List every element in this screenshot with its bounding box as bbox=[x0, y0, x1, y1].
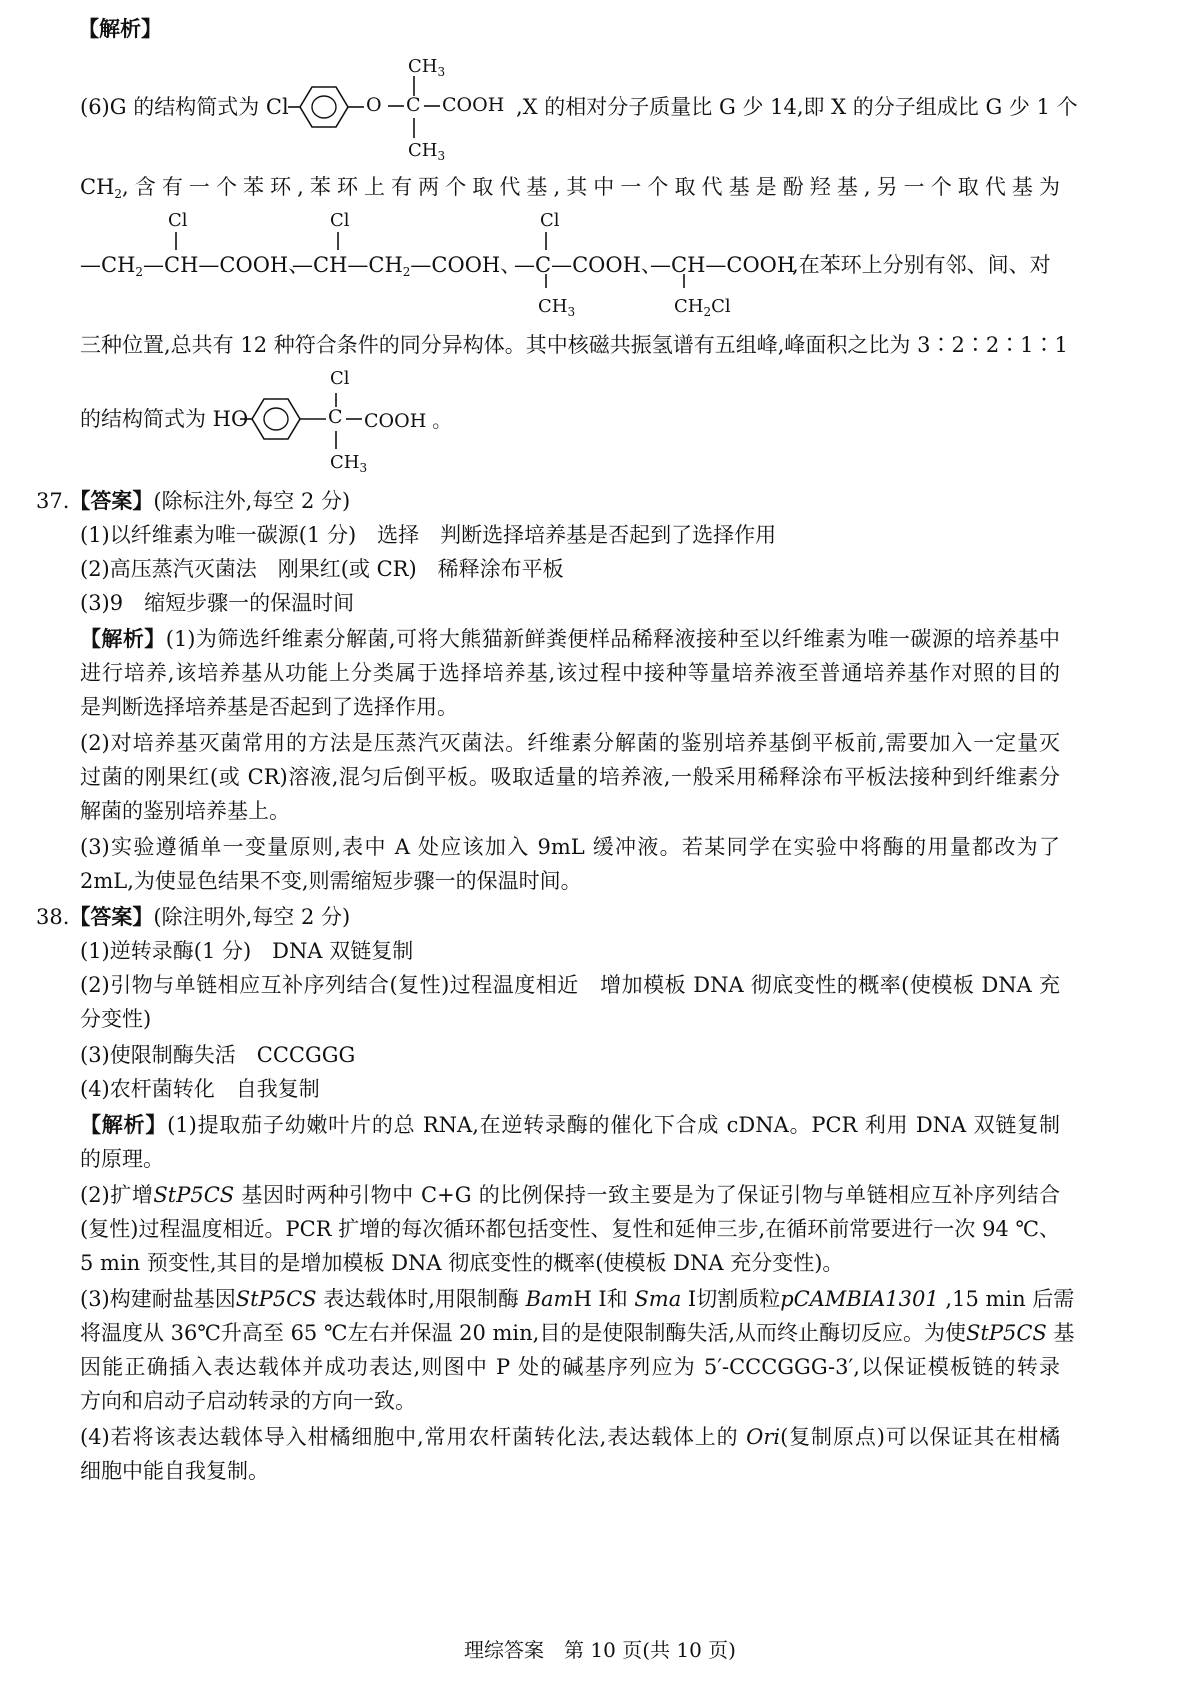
sub-a-cl: Cl bbox=[168, 210, 188, 231]
substituent-b: $—CH—CH_2—COOH$、 bbox=[292, 253, 522, 279]
q37-explanation-1b: 进行培养,该培养基从功能上分类属于选择培养基,该过程中接种等量培养液至普通培养基作对照的目的 bbox=[80, 661, 1060, 685]
q38-answer-2b: 分变性) bbox=[80, 1007, 152, 1031]
q38-explanation-1b: 的原理。 bbox=[80, 1147, 164, 1171]
benzene-ring-final bbox=[240, 393, 390, 473]
q38-explanation-3c: 因能正确插入表达载体并成功表达,则图中 P 处的碱基序列应为 5′-CCCGGG-3′,以保证模板链的转录 bbox=[80, 1355, 1060, 1379]
q38-answer-4: (4)农杆菌转化 自我复制 bbox=[80, 1077, 320, 1101]
q38-explanation-3d: 方向和启动子启动转录的方向一致。 bbox=[80, 1389, 416, 1413]
final-bottom-ch3: $CH_3$ bbox=[330, 452, 368, 475]
q36-line4: 三种位置,总共有 12 种符合条件的同分异构体。其中核磁共振氢谱有五组峰,峰面积之比为 3∶2∶2∶1∶1 bbox=[80, 333, 1068, 357]
q37-explanation-3a: (3)实验遵循单一变量原则,表中 A 处应该加入 9mL 缓冲液。若某同学在实验中将酶的用量都改为了 bbox=[80, 835, 1060, 859]
q36-line1-suffix: ,X 的相对分子质量比 G 少 14,即 X 的分子组成比 G 少 1 个 bbox=[516, 95, 1078, 119]
q37-explanation-3b: 2mL,为使显色结果不变,则需缩短步骤一的保温时间。 bbox=[80, 869, 582, 893]
q38-answer-3: (3)使限制酶失活 CCCGGG bbox=[80, 1043, 356, 1067]
g-cooh: COOH bbox=[442, 94, 505, 116]
q38-explanation-4b: 细胞中能自我复制。 bbox=[80, 1459, 269, 1483]
q36-line3-suffix: ,在苯环上分别有邻、间、对 bbox=[792, 253, 1051, 277]
substituent-c: —C—COOH、 bbox=[514, 253, 662, 277]
final-central-carbon: C bbox=[328, 406, 343, 428]
q37-answer-3: (3)9 缩短步骤一的保温时间 bbox=[80, 591, 355, 615]
analysis-label: 【解析】 bbox=[78, 16, 162, 41]
sub-b-cl: Cl bbox=[330, 210, 350, 231]
final-cooh: COOH 。 bbox=[364, 410, 452, 432]
q38-explanation-4a: (4)若将该表达载体导入柑橘细胞中,常用农杆菌转化法,表达载体上的 Ori(复制原点)可以保证其在柑橘 bbox=[80, 1425, 1060, 1449]
final-top-cl: Cl bbox=[330, 368, 350, 389]
sub-d-ch2cl: $CH_2Cl$ bbox=[674, 296, 731, 319]
q37-explanation-2b: 过菌的刚果红(或 CR)溶液,混匀后倒平板。吸取适量的培养液,一般采用稀释涂布平板法接种到纤维素分 bbox=[80, 765, 1060, 789]
q38-explanation-3a: (3)构建耐盐基因StP5CS 表达载体时,用限制酶 BamH Ⅰ和 Sma Ⅰ切割质粒pCAMBIA1301 ,15 min 后需 bbox=[80, 1287, 1075, 1311]
q38-answer-2a: (2)引物与单链相应互补序列结合(复性)过程温度相近 增加模板 DNA 彻底变性的概率(使模板 DNA 充 bbox=[80, 973, 1060, 997]
g-oxygen: O bbox=[366, 94, 382, 116]
q37-explanation-2c: 解菌的鉴别培养基上。 bbox=[80, 799, 290, 823]
q37-explanation-1a: 【解析】(1)为筛选纤维素分解菌,可将大熊猫新鲜粪便样品稀释液接种至以纤维素为唯一碳源的培养基中 bbox=[80, 626, 1061, 651]
q37-explanation-1c: 是判断选择培养基是否起到了选择作用。 bbox=[80, 695, 458, 719]
g-bottom-ch3: $CH_3$ bbox=[408, 140, 446, 163]
q38-explanation-2b: (复性)过程温度相近。PCR 扩增的每次循环都包括变性、复性和延伸三步,在循环前常要进行一次 94 ℃、 bbox=[80, 1217, 1060, 1241]
sub-c-cl: Cl bbox=[540, 210, 560, 231]
q38-answer-1: (1)逆转录酶(1 分) DNA 双链复制 bbox=[80, 939, 414, 963]
q38-explanation-2a: (2)扩增StP5CS 基因时两种引物中 C+G 的比例保持一致主要是为了保证引物与单链相应互补序列结合 bbox=[80, 1183, 1060, 1207]
sub-c-ch3: $CH_3$ bbox=[538, 296, 576, 319]
q37-answer-1: (1)以纤维素为唯一碳源(1 分) 选择 判断选择培养基是否起到了选择作用 bbox=[80, 523, 777, 547]
g-top-ch3: $CH_3$ bbox=[408, 56, 446, 79]
substituent-a: $—CH_2—CH—COOH$、 bbox=[80, 253, 310, 279]
page-footer: 理综答案 第 10 页(共 10 页) bbox=[464, 1638, 736, 1662]
q37-answer-header: 37.【答案】(除标注外,每空 2 分) bbox=[36, 488, 351, 513]
substituent-d: —CH—COOH bbox=[650, 253, 796, 277]
q37-answer-2: (2)高压蒸汽灭菌法 刚果红(或 CR) 稀释涂布平板 bbox=[80, 557, 564, 581]
q38-explanation-2c: 5 min 预变性,其目的是增加模板 DNA 彻底变性的概率(使模板 DNA 充分变性)。 bbox=[80, 1251, 844, 1275]
g-central-carbon: C bbox=[406, 94, 421, 116]
q38-answer-header: 38.【答案】(除注明外,每空 2 分) bbox=[36, 904, 351, 929]
q36-line2: $CH_2$,含有一个苯环,苯环上有两个取代基,其中一个取代基是酚羟基,另一个取代基为 bbox=[80, 175, 1060, 201]
q36-line1-prefix: (6)G 的结构简式为 Cl bbox=[80, 95, 289, 119]
q36-line5-prefix: 的结构简式为 HO bbox=[80, 407, 249, 431]
q38-explanation-1a: 【解析】(1)提取茄子幼嫩叶片的总 RNA,在逆转录酶的催化下合成 cDNA。PCR 利用 DNA 双链复制 bbox=[80, 1112, 1060, 1137]
q38-explanation-3b: 将温度从 36℃升高至 65 ℃左右并保温 20 min,目的是使限制酶失活,从而终止酶切反应。为使StP5CS 基 bbox=[80, 1321, 1075, 1345]
q37-explanation-2a: (2)对培养基灭菌常用的方法是压蒸汽灭菌法。纤维素分解菌的鉴别培养基倒平板前,需要加入一定量灭 bbox=[80, 731, 1060, 755]
